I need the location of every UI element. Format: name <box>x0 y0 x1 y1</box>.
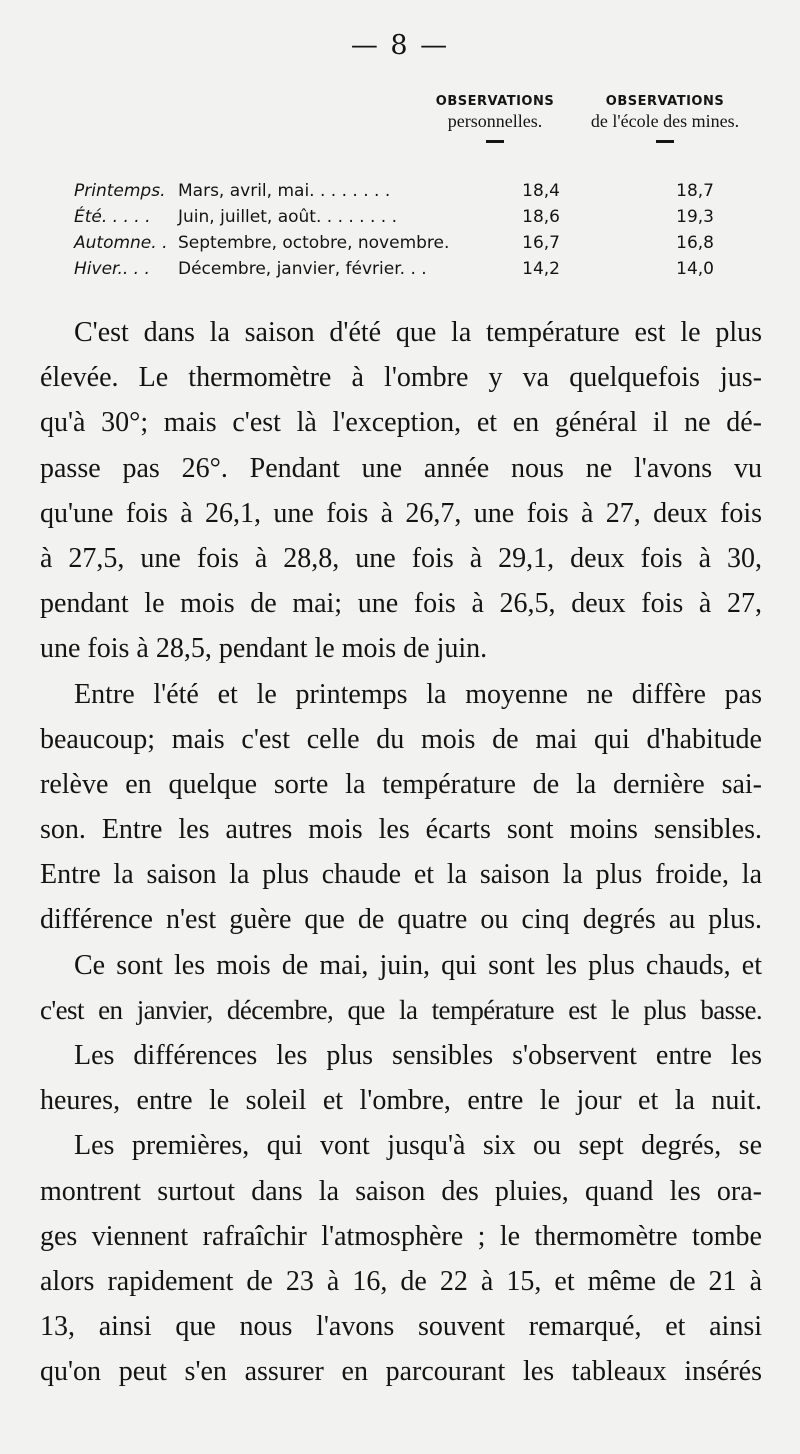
seasonal-temperature-table <box>74 178 714 282</box>
text-line: Entre la saison la plus chaude et la saison la plus froide, la <box>40 859 762 891</box>
text-line: pendant le mois de mai; une fois à 26,5, deux fois à 27, <box>40 588 762 620</box>
school-value-cell: 18,7 <box>676 181 714 201</box>
column-header-dash <box>656 140 674 143</box>
text-line: relève en quelque sorte la température de la dernière sai- <box>40 768 762 800</box>
personal-value-cell: 16,7 <box>522 233 560 253</box>
column-header-sub: de l'école des mines. <box>590 111 740 131</box>
text-line: beaucoup; mais c'est celle du mois de mai qui d'habitude <box>40 723 762 755</box>
text-line: C'est dans la saison d'été que la température est le plus <box>74 317 762 348</box>
text-line: Les différences les plus sensibles s'observent entre les <box>74 1040 762 1071</box>
text-line: qu'à 30°; mais c'est là l'exception, et en général il ne dé- <box>40 407 762 439</box>
table-row <box>74 256 714 282</box>
column-header-caps: OBSERVATIONS <box>435 94 555 109</box>
text-line: montrent surtout dans la saison des pluies, quand les ora- <box>40 1175 762 1207</box>
column-header-personal-observations <box>435 94 555 143</box>
text-line: qu'on peut s'en assurer en parcourant les tableaux insérés <box>40 1356 762 1388</box>
season-cell: Hiver.. . . <box>74 259 150 279</box>
personal-value-cell: 18,4 <box>522 181 560 201</box>
body-text <box>40 310 762 1395</box>
text-line: alors rapidement de 23 à 16, de 22 à 15, et même de 21 à <box>40 1265 762 1297</box>
school-value-cell: 14,0 <box>676 259 714 279</box>
column-header-dash <box>486 140 504 143</box>
text-line: Ce sont les mois de mai, juin, qui sont les plus chauds, et <box>74 949 762 981</box>
column-header-sub: personnelles. <box>447 111 543 131</box>
text-line: heures, entre le soleil et l'ombre, entre le jour et la nuit. <box>40 1085 762 1117</box>
months-cell: Décembre, janvier, février. . . <box>178 259 427 279</box>
text-line: c'est en janvier, décembre, que la température est le plus basse. <box>40 994 762 1025</box>
text-line: élevée. Le thermomètre à l'ombre y va quelquefois jus- <box>40 362 762 394</box>
text-line: différence n'est guère que de quatre ou cinq degrés au plus. <box>40 904 762 936</box>
column-header-school-observations <box>575 94 755 143</box>
table-row <box>74 204 714 230</box>
text-line: Entre l'été et le printemps la moyenne ne diffère pas <box>74 678 762 710</box>
table-row <box>74 230 714 256</box>
text-line: passe pas 26°. Pendant une année nous ne l'avons vu <box>40 452 762 484</box>
school-value-cell: 19,3 <box>676 207 714 227</box>
text-line: qu'une fois à 26,1, une fois à 26,7, une fois à 27, deux fois <box>40 497 762 529</box>
months-cell: Juin, juillet, août. . . . . . . . <box>178 207 398 227</box>
table-row <box>74 178 714 204</box>
season-cell: Automne. . <box>74 233 168 253</box>
personal-value-cell: 18,6 <box>522 207 560 227</box>
column-header-caps: OBSERVATIONS <box>605 94 725 109</box>
school-value-cell: 16,8 <box>676 233 714 253</box>
months-cell: Mars, avril, mai. . . . . . . . <box>178 181 391 201</box>
season-cell: Été. . . . . <box>74 207 151 227</box>
text-line: à 27,5, une fois à 28,8, une fois à 29,1, deux fois à 30, <box>40 542 762 574</box>
text-line: une fois à 28,5, pendant le mois de juin. <box>40 633 488 665</box>
personal-value-cell: 14,2 <box>522 259 560 279</box>
text-line: ges viennent rafraîchir l'atmosphère ; le thermomètre tombe <box>40 1220 762 1252</box>
text-line: 13, ainsi que nous l'avons souvent remarqué, et ainsi <box>40 1311 762 1343</box>
text-line: son. Entre les autres mois les écarts sont moins sensibles. <box>40 814 762 846</box>
months-cell: Septembre, octobre, novembre. <box>178 233 450 253</box>
page-number: — 8 — <box>350 30 450 61</box>
season-cell: Printemps. <box>74 181 166 201</box>
text-line: Les premières, qui vont jusqu'à six ou sept degrés, se <box>74 1130 762 1162</box>
